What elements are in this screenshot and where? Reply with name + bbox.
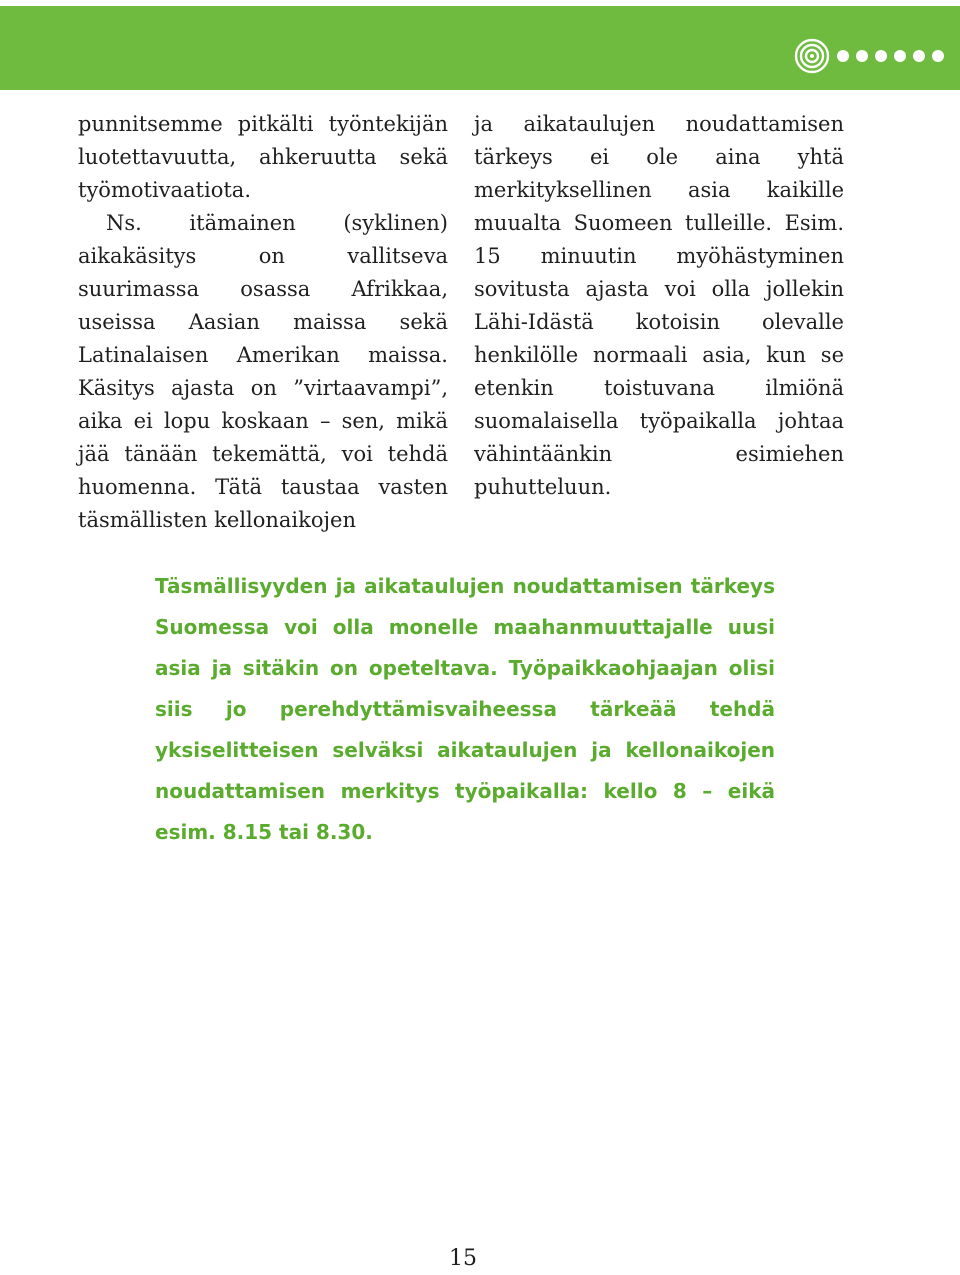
logo-dot-icon	[913, 50, 925, 62]
body-paragraph: ja aikataulujen noudattamisen tärkeys ei ole aina yhtä merkityksellinen asia kaikille muualta Suomeen tulleille. Esim. 15 minuutin myöhästyminen sovitusta ajasta voi olla jollekin Lähi-Idästä kotoisin olevalle henkilölle normaali asia, kun se etenkin toistuvana ilmiönä suomalaisella työpaikalla johtaa vähintäänkin esimiehen puhutteluun.	[474, 112, 844, 499]
header-band	[0, 6, 960, 90]
logo-dot-icon	[875, 50, 887, 62]
highlight-callout: Täsmällisyyden ja aikataulujen noudattamisen tärkeys Suomessa voi olla monelle maahanmuuttajalle uusi asia ja sitäkin on opeteltava. Työpaikkaohjaajan olisi siis jo perehdyttämisvaiheessa tärkeää tehdä yksiselitteisen selväksi aikataulujen ja kellonaikojen noudattamisen merkitys työpaikalla: kello 8 – eikä esim. 8.15 tai 8.30.	[155, 574, 775, 844]
logo-dot-icon	[932, 50, 944, 62]
page-number: 15	[449, 1246, 477, 1271]
body-paragraph: Ns. itämainen (syklinen) aikakäsitys on vallitseva suurimassa osassa Afrikkaa, useissa Aasian maissa sekä Latinalaisen Amerikan maissa. Käsitys ajasta on ”virtaavampi”, aika ei lopu koskaan – sen, mikä jää tänään tekemättä, voi tehdä huomenna. Tätä taustaa vasten täsmällisten kellonaikojen	[78, 211, 448, 532]
body-column-right	[474, 108, 844, 504]
logo-dot-icon	[894, 50, 906, 62]
concentric-circles-icon	[794, 38, 830, 74]
body-column-left	[78, 108, 448, 537]
header-logo	[794, 36, 944, 76]
logo-dot-icon	[856, 50, 868, 62]
body-paragraph: punnitsemme pitkälti työntekijän luotettavuutta, ahkeruutta sekä työmotivaatiota.	[78, 112, 448, 202]
logo-dot-icon	[837, 50, 849, 62]
